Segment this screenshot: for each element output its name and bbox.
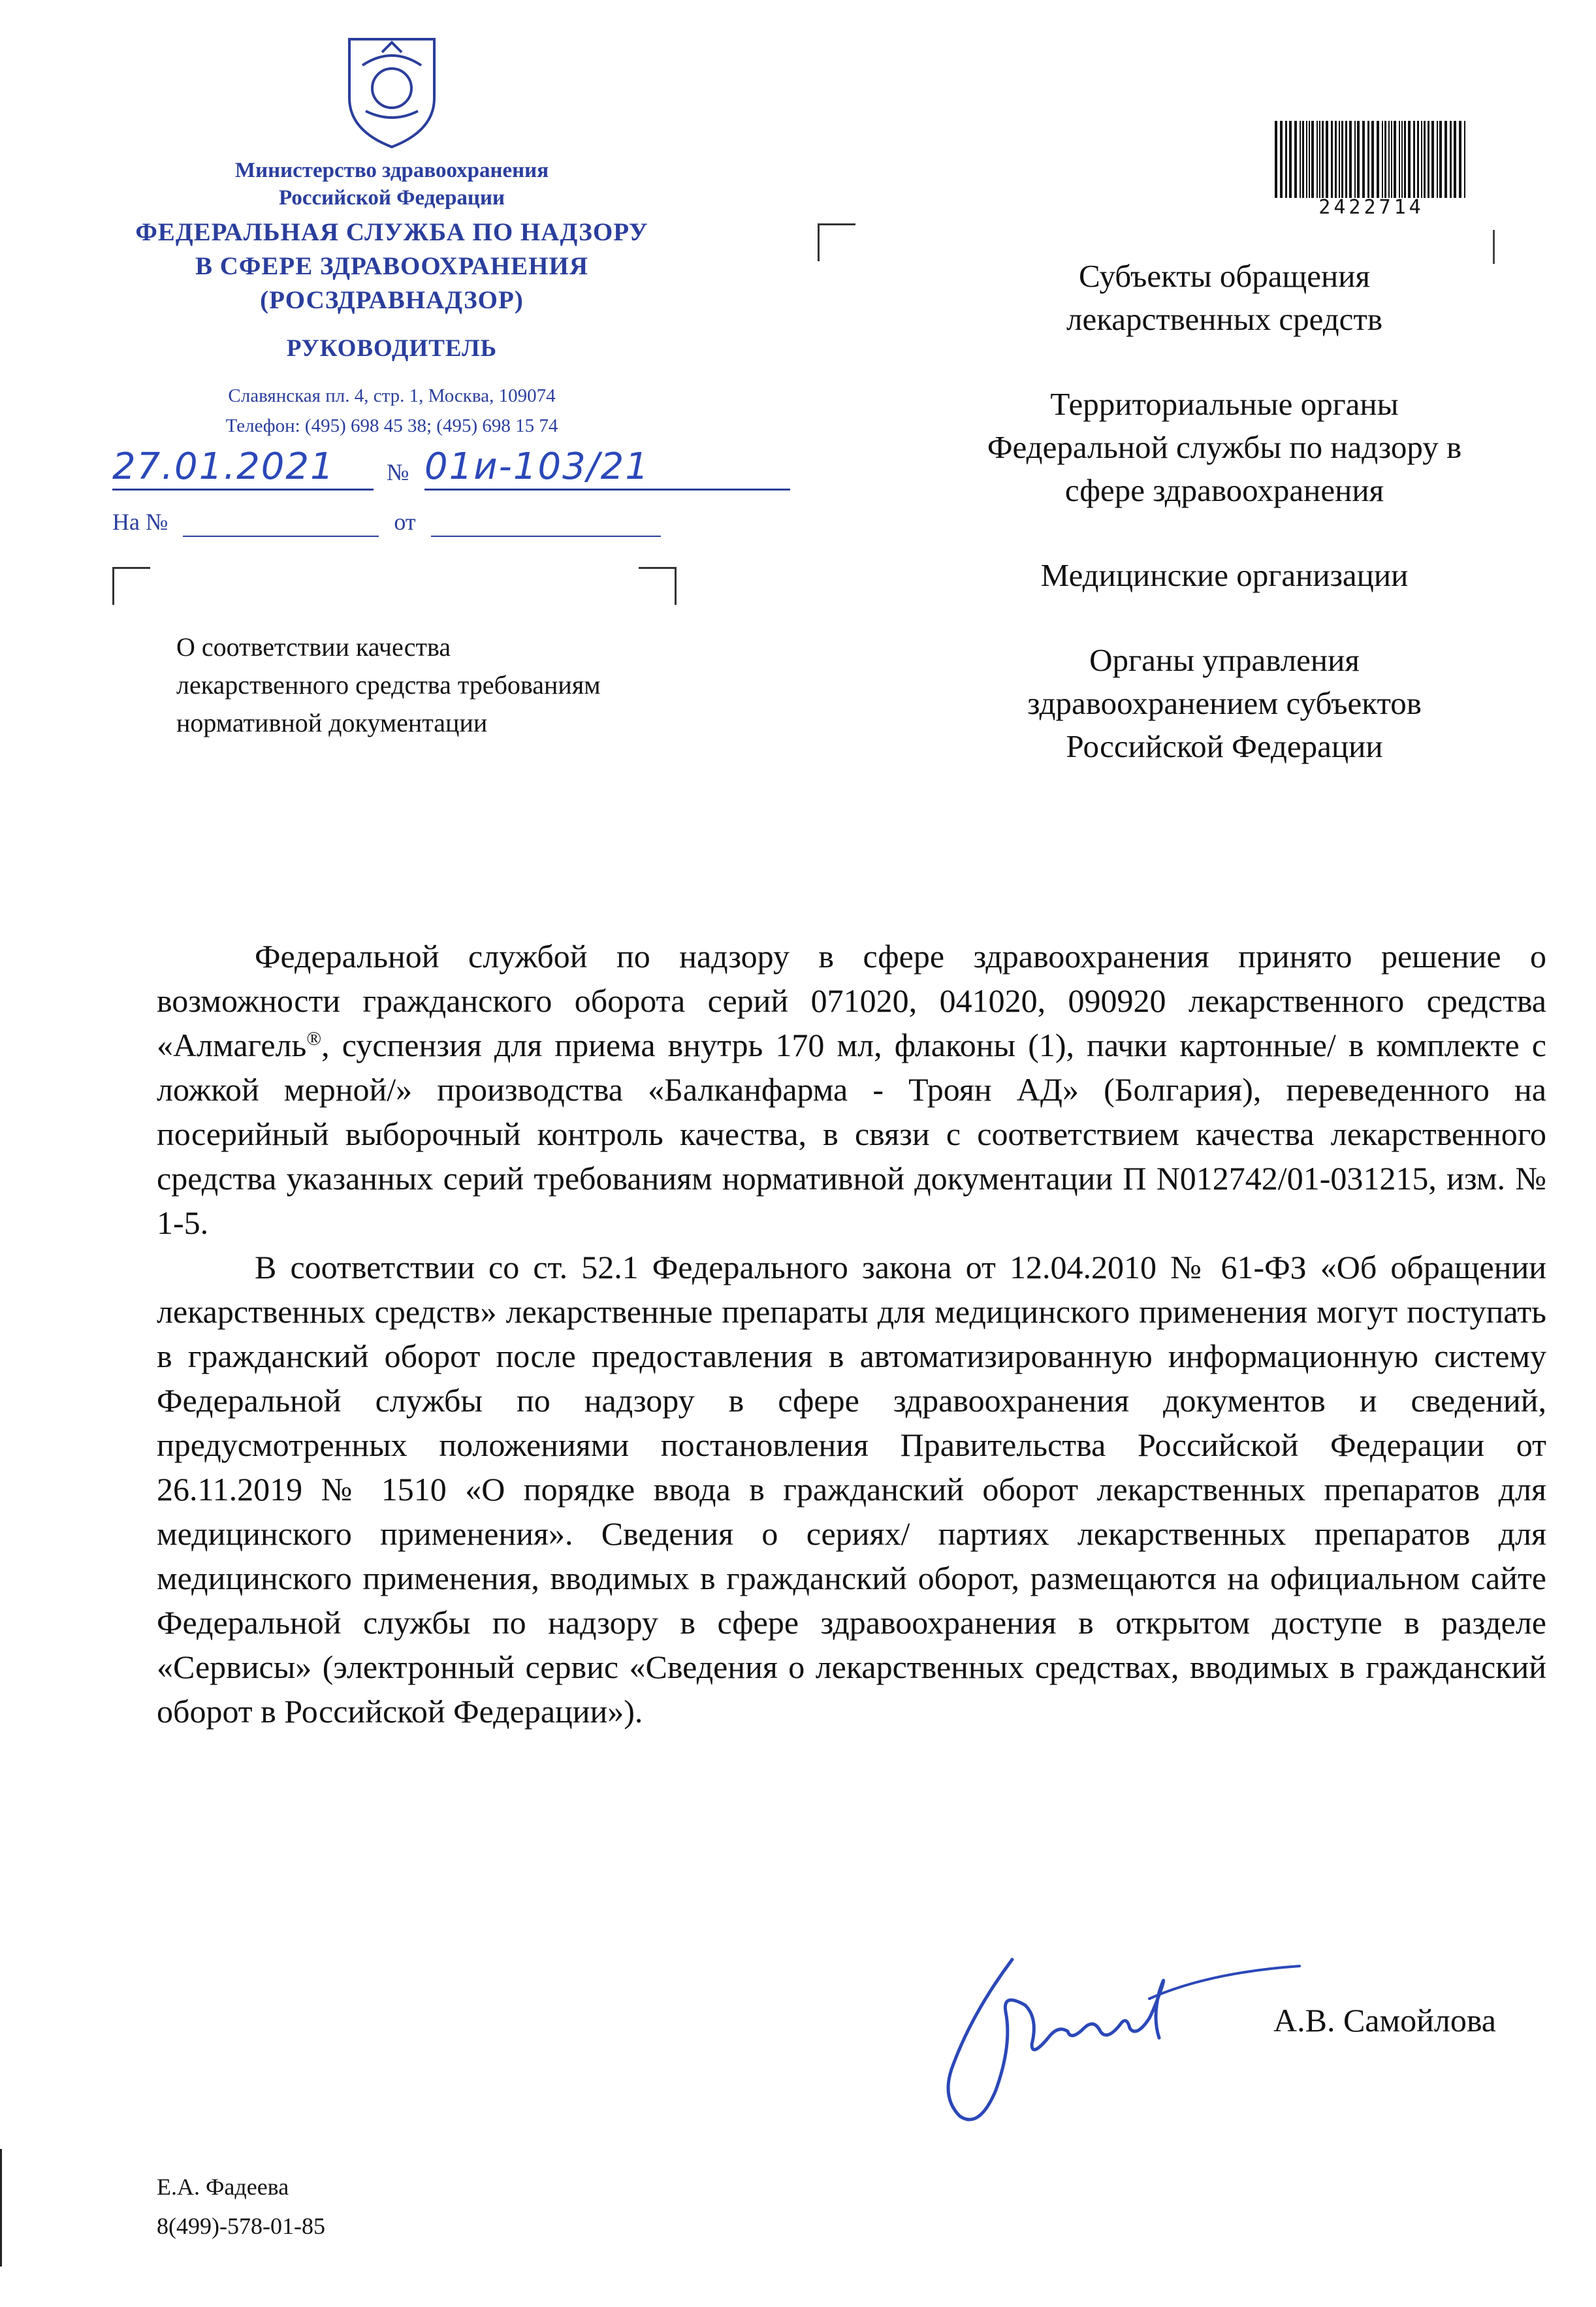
bracket-top-left: [112, 567, 150, 605]
outgoing-date-number: [112, 445, 759, 491]
barcode-bar: [1437, 121, 1438, 198]
ministry-line-1: Министерство здравоохранения: [234, 159, 549, 182]
incoming-date-blank: [431, 508, 661, 537]
incoming-reference: [112, 508, 661, 537]
barcode-bar: [1371, 121, 1374, 198]
number-sign: №: [387, 459, 409, 485]
barcode-bar: [1354, 121, 1356, 198]
executor-phone: 8(499)-578-01-85: [157, 2213, 325, 2239]
service-line-3: (РОСЗДРАВНАДЗОР): [260, 286, 524, 314]
barcode-bar: [1450, 121, 1452, 198]
ministry-line-2: Российской Федерации: [279, 186, 505, 210]
barcode-bar: [1404, 121, 1406, 198]
body-paragraph-2: В соответствии со ст. 52.1 Федерального закона от 12.04.2010 № 61-ФЗ «Об обращении лекарственных средств» лекарственные препараты для медицинского применения могут поступать в гражданский оборот после предоставления в автоматизированную информационную систему Федеральной службы по надзору в сфере здравоохранения документов и сведений, предусмотренных положениями постановления Правительства Российской Федерации от 26.11.2019 № 1510 «О порядке ввода в гражданский оборот лекарственных препаратов для медицинского применения». Сведения о сериях/ партиях лекарственных препаратов для медицинского применения, вводимых в гражданский оборот, размещаются на официальном сайте Федеральной службы по надзору в сфере здравоохранения в открытом доступе в разделе «Сервисы» (электронный сервис «Сведения о лекарственных средствах, вводимых в гражданский оборот в Российской Федерации»).: [157, 1249, 1546, 1730]
outgoing-number: 01и-103/21: [424, 445, 650, 488]
head-title: РУКОВОДИТЕЛЬ: [286, 335, 498, 362]
recipient-line: здравоохранением субъектов: [1027, 685, 1422, 721]
recipient-line: Федеральной службы по надзору в: [987, 429, 1462, 465]
body-paragraph-1: [157, 934, 1546, 1245]
barcode-bar: [1309, 121, 1310, 198]
barcode-bar: [1294, 121, 1297, 198]
barcode-number: 2422714: [1318, 196, 1424, 219]
bracket-top-right: [639, 567, 677, 605]
recipient-line: Медицинские организации: [1040, 557, 1409, 593]
scan-edge: [0, 2149, 2, 2267]
recipient-line: Органы управления: [1089, 642, 1360, 678]
recipient-line: Территориальные органы: [1050, 386, 1399, 422]
barcode-bar: [1391, 121, 1392, 198]
barcode-bar: [1319, 121, 1320, 198]
recipient: [908, 639, 1541, 768]
barcode-bar: [1413, 121, 1415, 198]
barcode-bar: [1421, 121, 1422, 198]
barcode-bar: [1331, 121, 1333, 198]
service-line-2: В СФЕРЕ ЗДРАВООХРАНЕНИЯ: [195, 252, 589, 280]
barcode-bar: [1454, 121, 1456, 198]
barcode-bar: [1285, 121, 1287, 198]
barcode-bar: [1280, 121, 1283, 198]
barcode-bar: [1399, 121, 1400, 198]
barcode-bar: [1300, 121, 1301, 198]
recipient: [908, 554, 1541, 597]
barcode-bar: [1322, 121, 1324, 198]
barcode-bar: [1377, 121, 1379, 198]
barcode-bar: [1275, 121, 1277, 198]
recipients: [908, 255, 1541, 810]
incoming-number-label: На №: [112, 509, 168, 535]
recipient: [908, 383, 1541, 512]
barcode-bar: [1388, 121, 1390, 198]
barcode-bar: [1382, 121, 1383, 198]
barcode-bar: [1341, 121, 1343, 198]
barcode-bar: [1339, 121, 1340, 198]
barcode-bar: [1431, 121, 1434, 198]
subject-line-2: лекарственного средства требованиям: [176, 670, 601, 700]
handwritten-signature: [934, 1933, 1313, 2129]
letter-body: [157, 934, 1546, 1734]
barcode-bar: [1464, 121, 1465, 198]
subject-line-1: О соответствии качества: [176, 632, 451, 662]
barcode-bar: [1408, 121, 1411, 198]
barcode-bar: [1367, 121, 1369, 198]
number-underline: [424, 489, 790, 491]
subject-line-3: нормативной документации: [176, 708, 488, 737]
barcode-bar: [1311, 121, 1314, 198]
body-text-span: Федеральной службой по надзору в сфере здравоохранения принято решение о возможности гражданского оборота серий 071020, 041020, 090920 лекарственного средства «Алмагель: [157, 938, 1546, 1063]
barcode: [1273, 121, 1469, 198]
barcode-bar: [1384, 121, 1386, 198]
barcode-bar: [1362, 121, 1365, 198]
body-text-span: , суспензия для приема внутрь 170 мл, флаконы (1), пачки картонные/ в комплекте с ложкой мерной/» производства «Балканфарма - Троян АД» (Болгария), переведенного на посерийный выборочный контроль качества, в связи с соответствием качества лекарственного средства указанных серий требованиям нормативной документации П N012742/01-031215, изм. № 1-5.: [157, 1027, 1546, 1241]
letterhead: [98, 26, 686, 441]
barcode-bar: [1289, 121, 1292, 198]
incoming-number-blank: [183, 508, 379, 537]
recipient-line: сфере здравоохранения: [1064, 472, 1384, 508]
barcode-bar: [1357, 121, 1360, 198]
barcode-bar: [1428, 121, 1429, 198]
barcode-bar: [1345, 121, 1347, 198]
barcode-bar: [1439, 121, 1442, 198]
barcode-bar: [1459, 121, 1461, 198]
outgoing-date: 27.01.2021: [112, 445, 335, 488]
registered-mark: ®: [306, 1027, 322, 1050]
recipient-line: Субъекты обращения: [1078, 258, 1370, 294]
barcode-bar: [1394, 121, 1396, 198]
subject: [176, 628, 797, 742]
barcode-bar: [1317, 121, 1318, 198]
recipient-bracket: [818, 223, 855, 261]
barcode-bar: [1335, 121, 1337, 198]
date-underline: [112, 489, 374, 491]
incoming-date-label: от: [394, 509, 416, 535]
recipient-line: лекарственных средств: [1066, 301, 1382, 337]
service-line-1: ФЕДЕРАЛЬНАЯ СЛУЖБА ПО НАДЗОРУ: [135, 218, 648, 246]
barcode-bar: [1444, 121, 1447, 198]
barcode-bar: [1401, 121, 1403, 198]
barcode-bar: [1326, 121, 1328, 198]
barcode-bar: [1424, 121, 1426, 198]
barcode-bar: [1417, 121, 1419, 198]
barcode-bar: [1306, 121, 1307, 198]
recipient: [908, 255, 1541, 341]
barcode-bar: [1349, 121, 1352, 198]
recipient-line: Российской Федерации: [1066, 728, 1383, 764]
phone: Телефон: (495) 698 45 38; (495) 698 15 74: [225, 415, 558, 436]
executor-name: Е.А. Фадеева: [157, 2174, 289, 2200]
signatory-name: А.В. Самойлова: [1273, 2002, 1496, 2039]
barcode-bar: [1302, 121, 1304, 198]
address: Славянская пл. 4, стр. 1, Москва, 109074: [228, 385, 556, 406]
coat-of-arms-icon: [336, 26, 447, 150]
